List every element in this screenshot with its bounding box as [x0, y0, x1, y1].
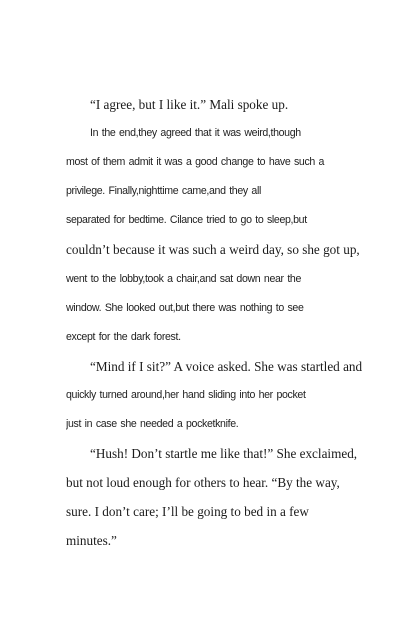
text-line: window. She looked out,but there was nothing to see	[66, 301, 304, 314]
text-line: quickly turned around,her hand sliding into her pocket	[66, 388, 306, 401]
body-text	[66, 90, 366, 556]
text-line: privilege. Finally,nighttime came,and they all	[66, 185, 261, 198]
text-line: In the end,they agreed that it was weird,though	[90, 127, 301, 140]
text-line: separated for bedtime. Cilance tried to go to sleep,but	[66, 214, 307, 227]
text-line: except for the dark forest.	[66, 330, 181, 343]
text-line: “I agree, but I like it.” Mali spoke up.	[90, 97, 289, 112]
text-line: sure. I don’t care; I’ll be going to bed in a few	[66, 504, 309, 520]
text-line: but not loud enough for others to hear. “By the way,	[66, 475, 340, 491]
text-line: went to the lobby,took a chair,and sat down near the	[66, 272, 302, 285]
text-line: most of them admit it was a good change to have such a	[66, 156, 325, 169]
text-line: couldn’t because it was such a weird day, so she got up,	[66, 242, 360, 258]
text-line: “Hush! Don’t startle me like that!” She exclaimed,	[90, 446, 358, 462]
text-line: just in case she needed a pocketknife.	[66, 418, 239, 431]
text-line: minutes.”	[66, 533, 117, 549]
text-line: “Mind if I sit?” A voice asked. She was startled and	[90, 358, 363, 374]
